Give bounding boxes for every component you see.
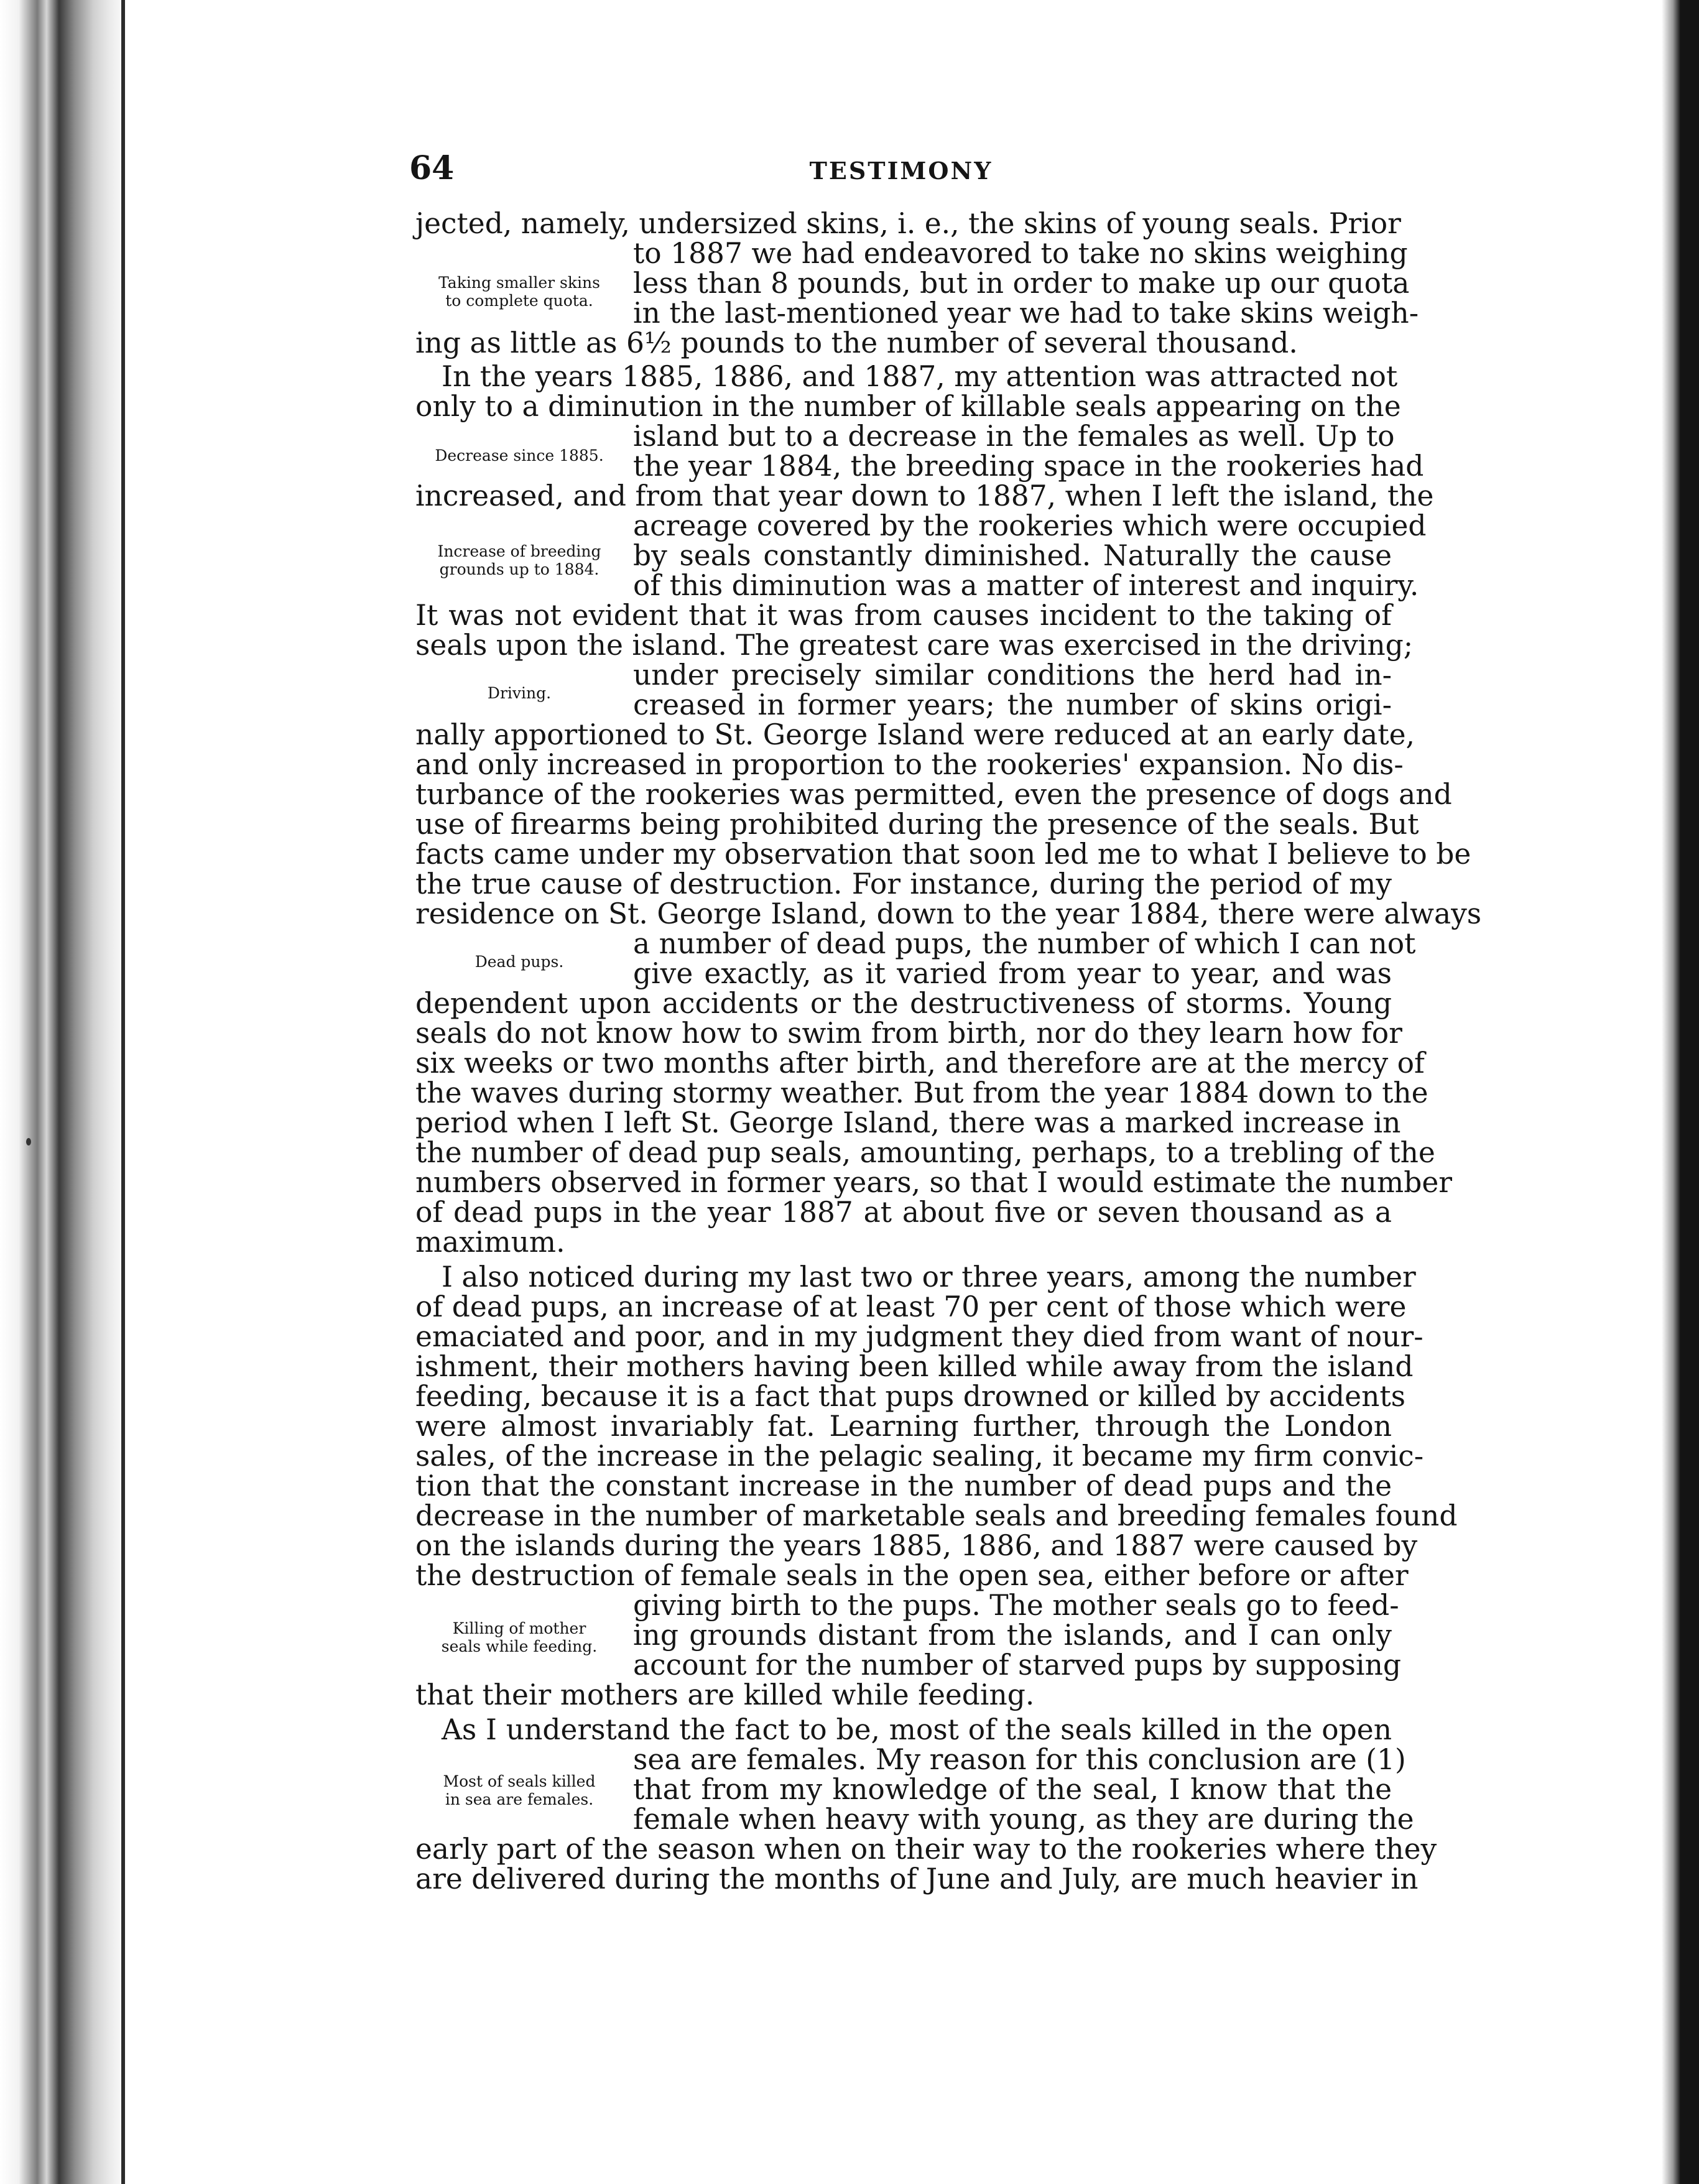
text-line: that their mothers are killed while feeding.	[415, 1678, 1035, 1711]
text-line: It was not evident that it was from causes incident to the taking of	[415, 599, 1392, 632]
text-line: As I understand the fact to be, most of the seals killed in the open	[442, 1713, 1392, 1746]
text-line: by seals constantly diminished. Naturally the cause	[633, 539, 1392, 572]
text-line: sales, of the increase in the pelagic sealing, it became my firm convic-	[415, 1440, 1424, 1473]
text-line: early part of the season when on their way to the rookeries where they	[415, 1833, 1437, 1866]
text-line: ing as little as 6½ pounds to the number of several thousand.	[415, 326, 1298, 359]
text-line: the waves during stormy weather. But from the year 1884 down to the	[415, 1076, 1428, 1109]
text-line: use of firearms being prohibited during the presence of the seals. But	[415, 808, 1419, 841]
sidenote-line: in sea are females.	[445, 1790, 594, 1808]
text-line: giving birth to the pups. The mother seals go to feed-	[633, 1589, 1399, 1622]
page-header	[409, 149, 1393, 193]
text-line: dependent upon accidents or the destructiveness of storms. Young	[415, 987, 1392, 1020]
text-line: were almost invariably fat. Learning further, through the London	[415, 1410, 1392, 1443]
text-line: maximum.	[415, 1226, 565, 1259]
text-line: numbers observed in former years, so that I would estimate the number	[415, 1166, 1452, 1199]
text-line: are delivered during the months of June and July, are much heavier in	[415, 1862, 1419, 1895]
sidenote-line: grounds up to 1884.	[439, 560, 600, 578]
sidenote-line: Most of seals killed	[443, 1772, 596, 1790]
text-line: account for the number of starved pups by supposing	[633, 1649, 1402, 1682]
text-line: the year 1884, the breeding space in the rookeries had	[633, 450, 1424, 483]
text-line: emaciated and poor, and in my judgment they died from want of nour-	[415, 1320, 1424, 1353]
text-line: only to a diminution in the number of killable seals appearing on the	[415, 390, 1401, 423]
text-line: I also noticed during my last two or three years, among the number	[442, 1261, 1416, 1293]
page-number: 64	[409, 149, 455, 187]
text-line: seals upon the island. The greatest care was exercised in the driving;	[415, 629, 1414, 662]
text-line: less than 8 pounds, but in order to make up our quota	[633, 267, 1410, 300]
text-line: of this diminution was a matter of interest and inquiry.	[633, 569, 1419, 602]
text-line: female when heavy with young, as they are during the	[633, 1803, 1414, 1836]
text-line: facts came under my observation that soon led me to what I believe to be	[415, 838, 1471, 871]
sidenote-line: Taking smaller skins	[438, 274, 600, 292]
text-line: under precisely similar conditions the herd had in-	[633, 659, 1392, 692]
text-line: tion that the constant increase in the number of dead pups and the	[415, 1469, 1392, 1502]
sidenote	[410, 684, 628, 702]
text-line: jected, namely, undersized skins, i. e., the skins of young seals. Prior	[415, 207, 1401, 240]
text-line: increased, and from that year down to 1887, when I left the island, the	[415, 479, 1434, 512]
text-line: on the islands during the years 1885, 1886, and 1887 were caused by	[415, 1529, 1418, 1562]
sidenote	[410, 542, 628, 578]
text-line: residence on St. George Island, down to the year 1884, there were always	[415, 897, 1482, 930]
sidenote	[410, 953, 628, 971]
text-line: the true cause of destruction. For instance, during the period of my	[415, 868, 1392, 900]
sidenote-line: Increase of breeding	[437, 542, 601, 560]
sidenote	[410, 1619, 628, 1655]
text-line: a number of dead pups, the number of which I can not	[633, 927, 1416, 960]
text-line: creased in former years; the number of skins origi-	[633, 688, 1392, 721]
scan-speck	[26, 1138, 31, 1145]
sidenote-line: Dead pups.	[475, 953, 564, 971]
text-line: of dead pups in the year 1887 at about five or seven thousand as a	[415, 1196, 1392, 1229]
sidenote-line: Driving.	[487, 684, 552, 702]
text-line: give exactly, as it varied from year to year, and was	[633, 957, 1392, 990]
text-line: and only increased in proportion to the rookeries' expansion. No dis-	[415, 748, 1404, 781]
running-head: TESTIMONY	[809, 157, 993, 185]
sidenote-line: Killing of mother	[452, 1619, 586, 1637]
text-line: in the last-mentioned year we had to take skins weigh-	[633, 297, 1419, 330]
text-line: ing grounds distant from the islands, and I can only	[633, 1619, 1392, 1652]
text-line: the destruction of female seals in the open sea, either before or after	[415, 1559, 1409, 1592]
text-line: feeding, because it is a fact that pups drowned or killed by accidents	[415, 1380, 1406, 1413]
book-spine-line	[121, 0, 125, 2184]
text-line: decrease in the number of marketable seals and breeding females found	[415, 1499, 1458, 1532]
book-gutter-shadow	[0, 0, 127, 2184]
text-line: the number of dead pup seals, amounting, perhaps, to a trebling of the	[415, 1136, 1435, 1169]
text-line: sea are females. My reason for this conclusion are (1)	[633, 1743, 1406, 1776]
sidenote-line: to complete quota.	[445, 292, 593, 310]
text-line: island but to a decrease in the females as well. Up to	[633, 420, 1395, 453]
text-line: nally apportioned to St. George Island were reduced at an early date,	[415, 718, 1415, 751]
page-edge-right	[1662, 0, 1699, 2184]
text-line: turbance of the rookeries was permitted, even the presence of dogs and	[415, 778, 1452, 811]
text-line: seals do not know how to swim from birth, nor do they learn how for	[415, 1017, 1402, 1050]
text-line: acreage covered by the rookeries which were occupied	[633, 509, 1427, 542]
text-line: to 1887 we had endeavored to take no skins weighing	[633, 237, 1408, 270]
text-line: of dead pups, an increase of at least 70 per cent of those which were	[415, 1290, 1407, 1323]
text-line: ishment, their mothers having been killed while away from the island	[415, 1350, 1414, 1383]
sidenote	[410, 274, 628, 310]
sidenote	[410, 1772, 628, 1808]
text-line: In the years 1885, 1886, and 1887, my attention was attracted not	[442, 360, 1398, 393]
text-line: six weeks or two months after birth, and therefore are at the mercy of	[415, 1047, 1425, 1080]
sidenote	[410, 447, 628, 465]
text-line: period when I left St. George Island, there was a marked increase in	[415, 1106, 1401, 1139]
text-line: that from my knowledge of the seal, I know that the	[633, 1773, 1392, 1806]
sidenote-line: Decrease since 1885.	[435, 447, 604, 465]
sidenote-line: seals while feeding.	[441, 1637, 598, 1655]
